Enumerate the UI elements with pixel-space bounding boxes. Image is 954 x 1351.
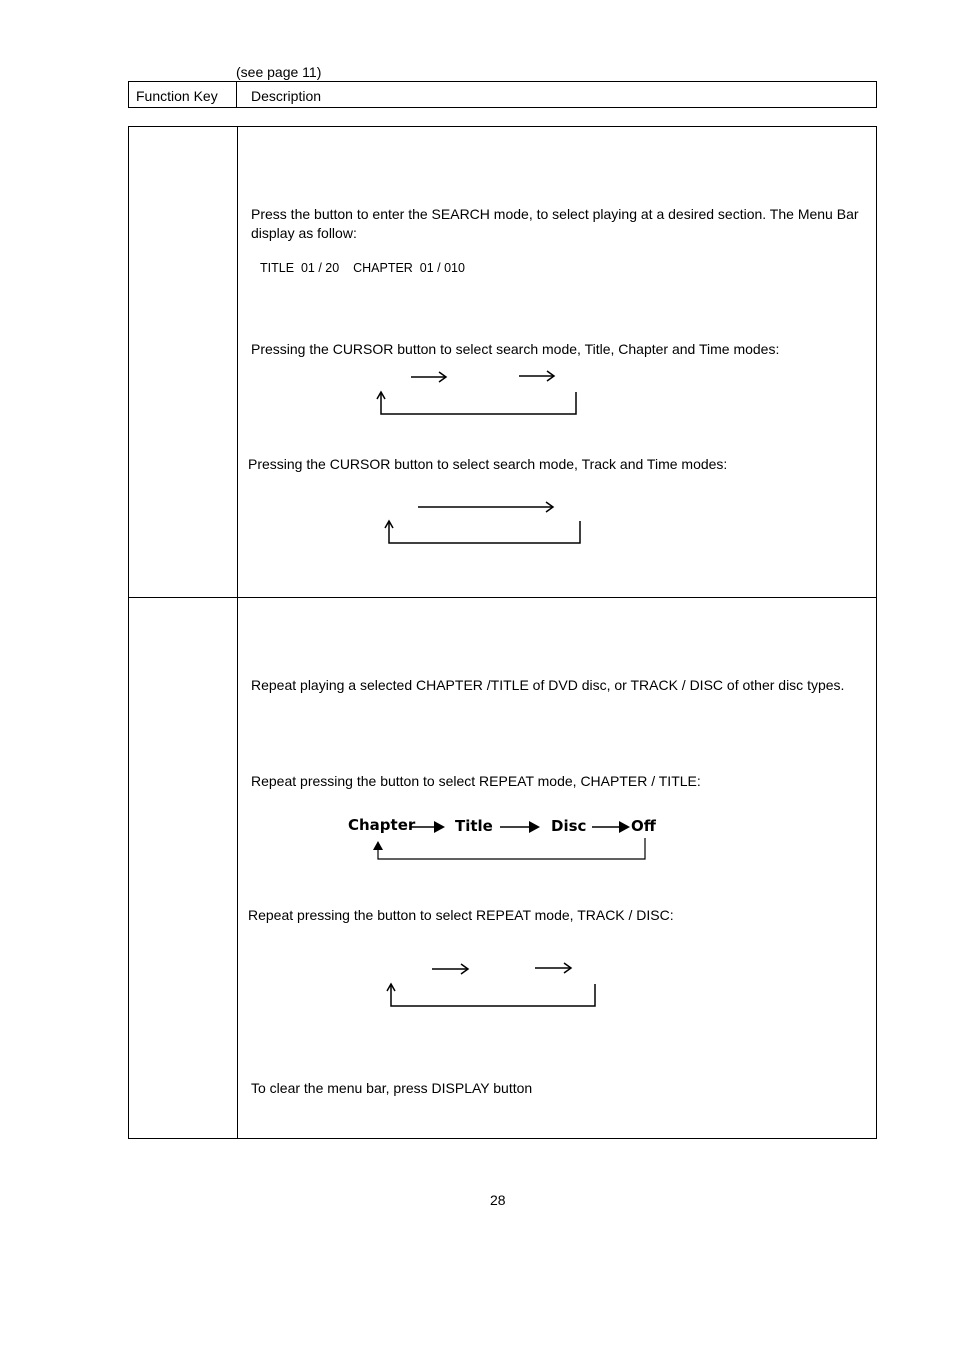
repeat-intro: Repeat playing a selected CHAPTER /TITLE of DVD disc, or TRACK / DISC of other disc types. — [251, 677, 845, 693]
return-loop-icon — [387, 984, 595, 1006]
repeat-dvd-text: Repeat pressing the button to select REPEAT mode, CHAPTER / TITLE: — [251, 773, 701, 789]
repeat-chapter-label: Chapter — [348, 816, 416, 834]
arrow-right-icon — [535, 963, 571, 973]
repeat-cd-text: Repeat pressing the button to select REPEAT mode, TRACK / DISC: — [248, 907, 674, 923]
arrow-right-icon — [432, 964, 468, 974]
repeat-off-label: Off — [631, 817, 656, 835]
page-number: 28 — [490, 1192, 506, 1208]
search-dvd-cursor-text: Pressing the CURSOR button to select search mode, Title, Chapter and Time modes: — [251, 341, 780, 357]
repeat-clear-text: To clear the menu bar, press DISPLAY button — [251, 1080, 533, 1096]
header-function-key: Function Key — [136, 88, 218, 104]
menu-bar-display: TITLE 01 / 20 CHAPTER 01 / 010 — [260, 261, 465, 275]
search-intro: Press the button to enter the SEARCH mode, to select playing at a desired section. The Menu Bar display as follow: — [251, 206, 859, 241]
header-description: Description — [251, 88, 322, 104]
repeat-title-label: Title — [455, 817, 493, 835]
search-cd-cursor-text: Pressing the CURSOR button to select search mode, Track and Time modes: — [248, 456, 728, 472]
repeat-disc-label: Disc — [551, 817, 587, 835]
see-page-note: (see page 11) — [236, 64, 322, 80]
